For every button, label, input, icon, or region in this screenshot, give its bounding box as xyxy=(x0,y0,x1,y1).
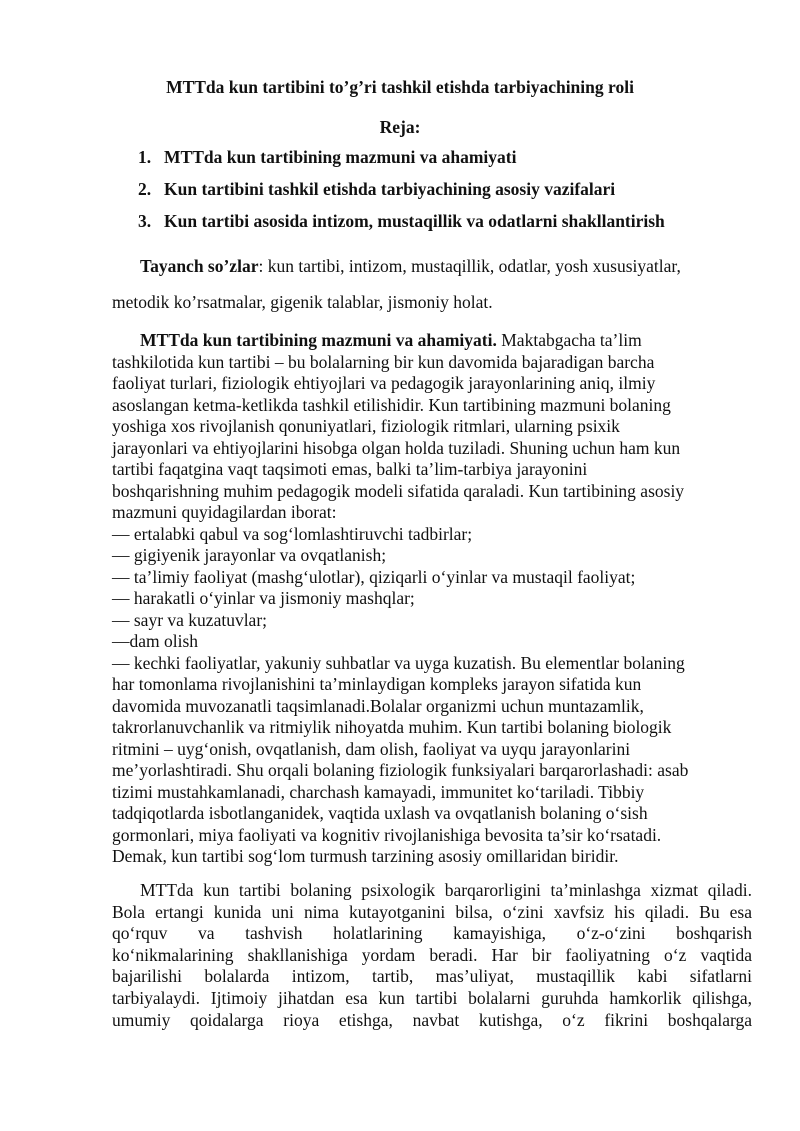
paragraph-line: — ta’limiy faoliyat (mashg‘ulotlar), qiziqarli o‘yinlar va mustaqil faoliyat; xyxy=(112,566,636,587)
paragraph-line: jarayonlari va ehtiyojlarini hisobga olgan holda tuziladi. Shuning uchun ham kun xyxy=(112,437,681,458)
paragraph-line: Bola ertangi kunida uni nima kutayotganini bilsa, o‘zini xavfsiz his qiladi. Bu esa xyxy=(112,901,752,922)
plan-heading: Reja: xyxy=(379,117,421,137)
paragraph-line: Demak, kun tartibi sog‘lom turmush tarzining asosiy omillaridan biridir. xyxy=(112,846,619,866)
section-2-lines xyxy=(112,880,752,1031)
keywords-paragraph xyxy=(112,255,752,327)
plan-item-text: Kun tartibini tashkil etishda tarbiyachining asosiy vazifalari xyxy=(164,179,616,199)
paragraph-line: mazmuni quyidagilardan iborat: xyxy=(112,502,337,522)
plan-item xyxy=(138,178,665,210)
section-2-paragraph xyxy=(112,880,752,1031)
plan-item-text: Kun tartibi asosida intizom, mustaqillik va odatlarni shakllantirish xyxy=(164,211,665,231)
paragraph-line: takrorlanuvchanlik va ritmiylik nihoyatda muhim. Kun tartibi bolaning biologik xyxy=(112,717,672,737)
paragraph-line: —dam olish xyxy=(112,631,199,651)
paragraph-line: me’yorlashtiradi. Shu orqali bolaning fiziologik funksiyalari barqarorlashadi: asab xyxy=(112,760,689,780)
section-1-heading: MTTda kun tartibining mazmuni va ahamiyati. xyxy=(140,330,497,350)
paragraph-line: — ertalabki qabul va sog‘lomlashtiruvchi tadbirlar; xyxy=(112,523,473,544)
plan-item-number: 3. xyxy=(138,211,152,231)
paragraph-line: — kechki faoliyatlar, yakuniy suhbatlar va uyga kuzatish. Bu elementlar bolaning xyxy=(112,652,685,673)
paragraph-line: tarbiyalaydi. Ijtimoiy jihatdan esa kun tartibi bolalarni guruhda hamkorlik qilishga, xyxy=(112,987,752,1008)
paragraph-line: tartibi faqatgina vaqt taqsimoti emas, balki ta’lim-tarbiya jarayonini xyxy=(112,459,588,479)
plan-item-text: MTTda kun tartibining mazmuni va ahamiyati xyxy=(164,147,517,167)
plan-item-number: 2. xyxy=(138,179,152,199)
section-1-lines xyxy=(112,352,752,868)
paragraph-line: har tomonlama rivojlanishini ta’minlaydigan kompleks jarayon sifatida kun xyxy=(112,674,642,694)
paragraph-line: — sayr va kuzatuvlar; xyxy=(112,609,268,630)
paragraph-line: bajarilishi bolalarda intizom, tartib, mas’uliyat, mustaqillik kabi sifatlarni xyxy=(112,966,752,987)
paragraph-line: gormonlari, miya faoliyati va kognitiv rivojlanishiga bevosita ta’sir ko‘rsatadi. xyxy=(112,824,662,845)
paragraph-line: Maktabgacha ta’lim xyxy=(496,330,642,350)
paragraph-line: yoshiga xos rivojlanish qonuniyatlari, fiziologik ritmlari, ularning psixik xyxy=(112,416,620,436)
paragraph-line: ko‘nikmalarining shakllanishiga yordam beradi. Har bir faoliyatning o‘z vaqtida xyxy=(112,944,752,965)
section-1-paragraph xyxy=(112,330,752,868)
paragraph-line: — harakatli o‘yinlar va jismoniy mashqlar; xyxy=(112,588,415,608)
plan-list xyxy=(138,146,665,242)
paragraph-line: faoliyat turlari, fiziologik ehtiyojlari va pedagogik jarayonlarining aniq, ilmiy xyxy=(112,373,656,393)
paragraph-line: asoslangan ketma-ketlikda tashkil etilishidir. Kun tartibining mazmuni bolaning xyxy=(112,394,671,415)
plan-item-number: 1. xyxy=(138,147,152,167)
paragraph-line: boshqarishning muhim pedagogik modeli sifatida qaraladi. Kun tartibining asosiy xyxy=(112,480,685,501)
document-title: MTTda kun tartibini to’g’ri tashkil etishda tarbiyachining roli xyxy=(166,77,634,97)
keywords-text: : kun tartibi, intizom, mustaqillik, odatlar, yosh xususiyatlar, xyxy=(258,256,681,276)
keywords-text-continued: metodik ko’rsatmalar, gigenik talablar, jismoniy holat. xyxy=(112,292,493,312)
plan-item xyxy=(138,210,665,242)
plan-item xyxy=(138,146,665,178)
paragraph-line: davomida muvozanatli taqsimlanadi.Bolalar organizmi uchun muntazamlik, xyxy=(112,695,644,716)
paragraph-line: umumiy qoidalarga rioya etishga, navbat kutishga, o‘z fikrini boshqalarga xyxy=(112,1009,752,1030)
paragraph-line: — gigiyenik jarayonlar va ovqatlanish; xyxy=(112,545,387,565)
paragraph-line: qo‘rquv va tashvish holatlarining kamayishiga, o‘z-o‘zini boshqarish xyxy=(112,923,752,944)
paragraph-line: MTTda kun tartibi bolaning psixologik barqarorligini ta’minlashga xizmat qiladi. xyxy=(140,880,752,900)
paragraph-line: tashkilotida kun tartibi – bu bolalarning bir kun davomida bajaradigan barcha xyxy=(112,351,655,372)
paragraph-line: tadqiqotlarda isbotlanganidek, vaqtida uxlash va ovqatlanish bolaning o‘sish xyxy=(112,803,648,823)
paragraph-line: tizimi mustahkamlanadi, charchash kamayadi, immunitet ko‘tariladi. Tibbiy xyxy=(112,781,645,802)
paragraph-line: ritmini – uyg‘onish, ovqatlanish, dam olish, faoliyat va uyqu jarayonlarini xyxy=(112,738,631,759)
keywords-label: Tayanch so’zlar xyxy=(140,256,259,276)
